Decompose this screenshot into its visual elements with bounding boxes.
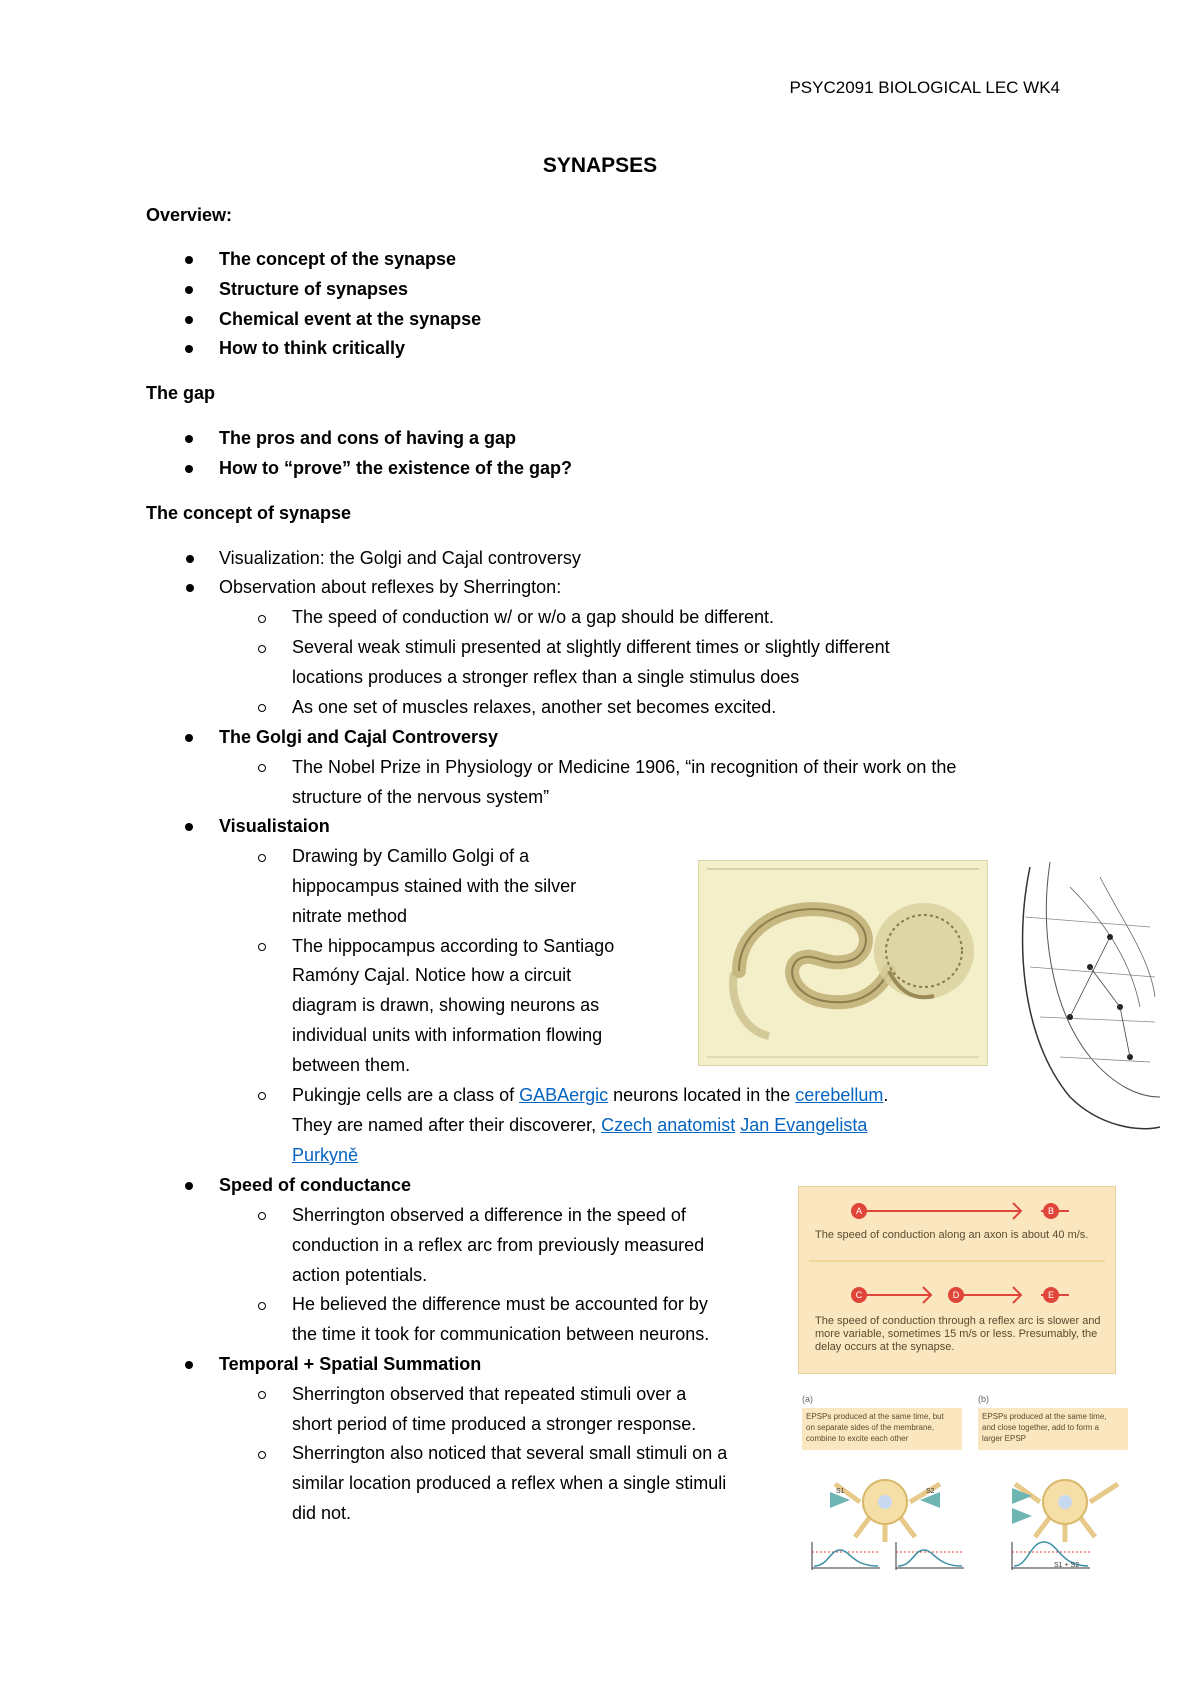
- sub-bullet-icon: [258, 943, 266, 951]
- caption-reflex-speed-1: The speed of conduction through a reflex arc is slower and: [815, 1315, 1101, 1327]
- concept-sub-bullet: The hippocampus according to Santiago: [292, 936, 615, 956]
- concept-sub-bullet-cont: the time it took for communication between neurons.: [292, 1324, 710, 1344]
- panel-a-caption-line: EPSPs produced at the same time, but: [806, 1412, 944, 1421]
- gap-heading: The gap: [146, 383, 216, 403]
- concept-bullet: Visualistaion: [219, 816, 330, 836]
- link-czech[interactable]: Czech: [601, 1115, 653, 1135]
- concept-sub-bullet: Sherrington also noticed that several small stimuli on a: [292, 1443, 728, 1463]
- neuron-b-icon: [1012, 1480, 1118, 1542]
- concept-bullet: Visualization: the Golgi and Cajal controversy: [219, 548, 581, 568]
- concept-sub-bullet-cont: did not.: [292, 1503, 352, 1523]
- bullet-icon: [185, 435, 193, 443]
- concept-sub-bullet: Several weak stimuli presented at slightly different times or slightly different: [292, 637, 890, 657]
- summation-svg: [800, 1392, 1130, 1572]
- graph-a1: [812, 1542, 880, 1570]
- graph-a2: [896, 1542, 964, 1570]
- link-jan-evangelista[interactable]: Jan Evangelista: [740, 1115, 868, 1135]
- overview-item: Structure of synapses: [219, 279, 409, 299]
- sub-bullet-icon: [258, 1391, 266, 1399]
- concept-sub-bullet-cont: short period of time produced a stronger response.: [292, 1414, 697, 1434]
- concept-sub-bullet-cont: [292, 1114, 867, 1136]
- page-header: PSYC2091 BIOLOGICAL LEC WK4: [789, 78, 1060, 97]
- sub-bullet-icon: [258, 1212, 266, 1220]
- link-gabaergic[interactable]: GABAergic: [519, 1085, 609, 1105]
- bullet-icon: [185, 823, 193, 831]
- text-span: .: [883, 1085, 889, 1105]
- link-cerebellum[interactable]: cerebellum: [795, 1085, 884, 1105]
- concept-sub-bullet-cont: between them.: [292, 1055, 411, 1075]
- bullet-icon: [185, 734, 193, 742]
- concept-sub-bullet: The speed of conduction w/ or w/o a gap should be different.: [292, 607, 774, 627]
- concept-sub-bullet: As one set of muscles relaxes, another set becomes excited.: [292, 697, 777, 717]
- concept-sub-bullet: Sherrington observed that repeated stimuli over a: [292, 1384, 687, 1404]
- concept-sub-bullet-cont: nitrate method: [292, 906, 408, 926]
- panel-b-caption-line: EPSPs produced at the same time,: [982, 1412, 1107, 1421]
- concept-sub-bullet: [292, 1084, 888, 1106]
- conduction-speed-figure: [798, 1186, 1116, 1374]
- concept-sub-bullet-cont: locations produces a stronger reflex than a single stimulus does: [292, 667, 800, 687]
- panel-b-caption-line: and close together, add to form a: [982, 1423, 1099, 1432]
- panel-a-caption-line: on separate sides of the membrane,: [806, 1423, 935, 1432]
- panel-label-b: (b): [978, 1394, 989, 1404]
- sub-bullet-icon: [258, 854, 266, 862]
- concept-bullet: Temporal + Spatial Summation: [219, 1354, 482, 1374]
- concept-sub-bullet-cont: action potentials.: [292, 1265, 428, 1285]
- concept-sub-bullet: The Nobel Prize in Physiology or Medicine 1906, “in recognition of their work on the: [292, 757, 957, 777]
- link-purkyne[interactable]: Purkyně: [292, 1145, 359, 1165]
- bullet-icon: [185, 316, 193, 324]
- text-span: neurons located in the: [608, 1085, 796, 1105]
- concept-sub-bullet-cont: structure of the nervous system”: [292, 787, 550, 807]
- bullet-icon: [185, 465, 193, 473]
- neuron-a-icon: [830, 1480, 940, 1542]
- gap-item: The pros and cons of having a gap: [219, 428, 517, 448]
- bullet-icon: [185, 1361, 193, 1369]
- concept-sub-bullet-cont: hippocampus stained with the silver: [292, 876, 577, 896]
- link-anatomist[interactable]: anatomist: [657, 1115, 736, 1135]
- caption-reflex-speed-3: delay occurs at the synapse.: [815, 1341, 955, 1353]
- sub-bullet-icon: [258, 1092, 266, 1100]
- concept-sub-bullet-cont: individual units with information flowing: [292, 1025, 603, 1045]
- concept-bullet: Observation about reflexes by Sherrington:: [219, 577, 562, 597]
- sub-bullet-icon: [258, 645, 266, 653]
- caption-axon-speed: The speed of conduction along an axon is about 40 m/s.: [815, 1229, 1089, 1241]
- panel-a-caption-line: combine to excite each other: [806, 1434, 909, 1443]
- caption-reflex-speed-2: more variable, sometimes 15 m/s or less. Presumably, the: [815, 1328, 1098, 1340]
- bullet-icon: [185, 1182, 193, 1190]
- sub-bullet-icon: [258, 704, 266, 712]
- bullet-icon: [186, 555, 194, 563]
- node-label-e: E: [1047, 1290, 1054, 1300]
- concept-bullet: The Golgi and Cajal Controversy: [219, 727, 499, 747]
- concept-sub-bullet-cont: Ramóny Cajal. Notice how a circuit: [292, 965, 572, 985]
- concept-sub-bullet-cont: [292, 1144, 358, 1166]
- gap-item: How to “prove” the existence of the gap?: [219, 458, 573, 478]
- node-label-c: C: [855, 1290, 863, 1300]
- summation-figure: [800, 1392, 1130, 1572]
- cajal-hippocampus-image: [1010, 857, 1162, 1134]
- sub-bullet-icon: [258, 615, 266, 623]
- concept-bullet: Speed of conductance: [219, 1175, 412, 1195]
- page-title: SYNAPSES: [542, 154, 658, 177]
- node-label-a: A: [855, 1206, 862, 1216]
- text-span: Pukingje cells are a class of: [292, 1085, 520, 1105]
- golgi-hippocampus-image: [698, 860, 988, 1066]
- overview-heading: Overview:: [146, 205, 233, 225]
- bullet-icon: [185, 256, 193, 264]
- overview-item: The concept of the synapse: [219, 249, 457, 269]
- concept-heading: The concept of synapse: [146, 503, 352, 523]
- bullet-icon: [186, 584, 194, 592]
- concept-sub-bullet: Drawing by Camillo Golgi of a: [292, 846, 530, 866]
- stimulus-label: S1 + S2: [1054, 1562, 1080, 1569]
- cajal-drawing-svg: [1010, 857, 1162, 1134]
- sub-bullet-icon: [258, 1302, 266, 1310]
- concept-sub-bullet-cont: diagram is drawn, showing neurons as: [292, 995, 600, 1015]
- concept-sub-bullet: He believed the difference must be accounted for by: [292, 1294, 708, 1314]
- golgi-drawing-svg: [699, 861, 987, 1065]
- text-span: They are named after their discoverer,: [292, 1115, 602, 1135]
- node-label-b: B: [1047, 1206, 1054, 1216]
- overview-item: How to think critically: [219, 338, 406, 358]
- concept-sub-bullet-cont: similar location produced a reflex when a single stimuli: [292, 1473, 727, 1493]
- sub-bullet-icon: [258, 1451, 266, 1459]
- overview-item: Chemical event at the synapse: [219, 309, 482, 329]
- bullet-icon: [185, 286, 193, 294]
- concept-sub-bullet-cont: conduction in a reflex arc from previously measured: [292, 1235, 705, 1255]
- panel-b-caption-line: larger EPSP: [982, 1434, 1027, 1443]
- node-label-d: D: [952, 1290, 960, 1300]
- panel-label-a: (a): [802, 1394, 813, 1404]
- stimulus-label: S2: [926, 1488, 935, 1495]
- concept-sub-bullet: Sherrington observed a difference in the speed of: [292, 1205, 686, 1225]
- sub-bullet-icon: [258, 764, 266, 772]
- stimulus-label: S1: [836, 1488, 845, 1495]
- bullet-icon: [185, 345, 193, 353]
